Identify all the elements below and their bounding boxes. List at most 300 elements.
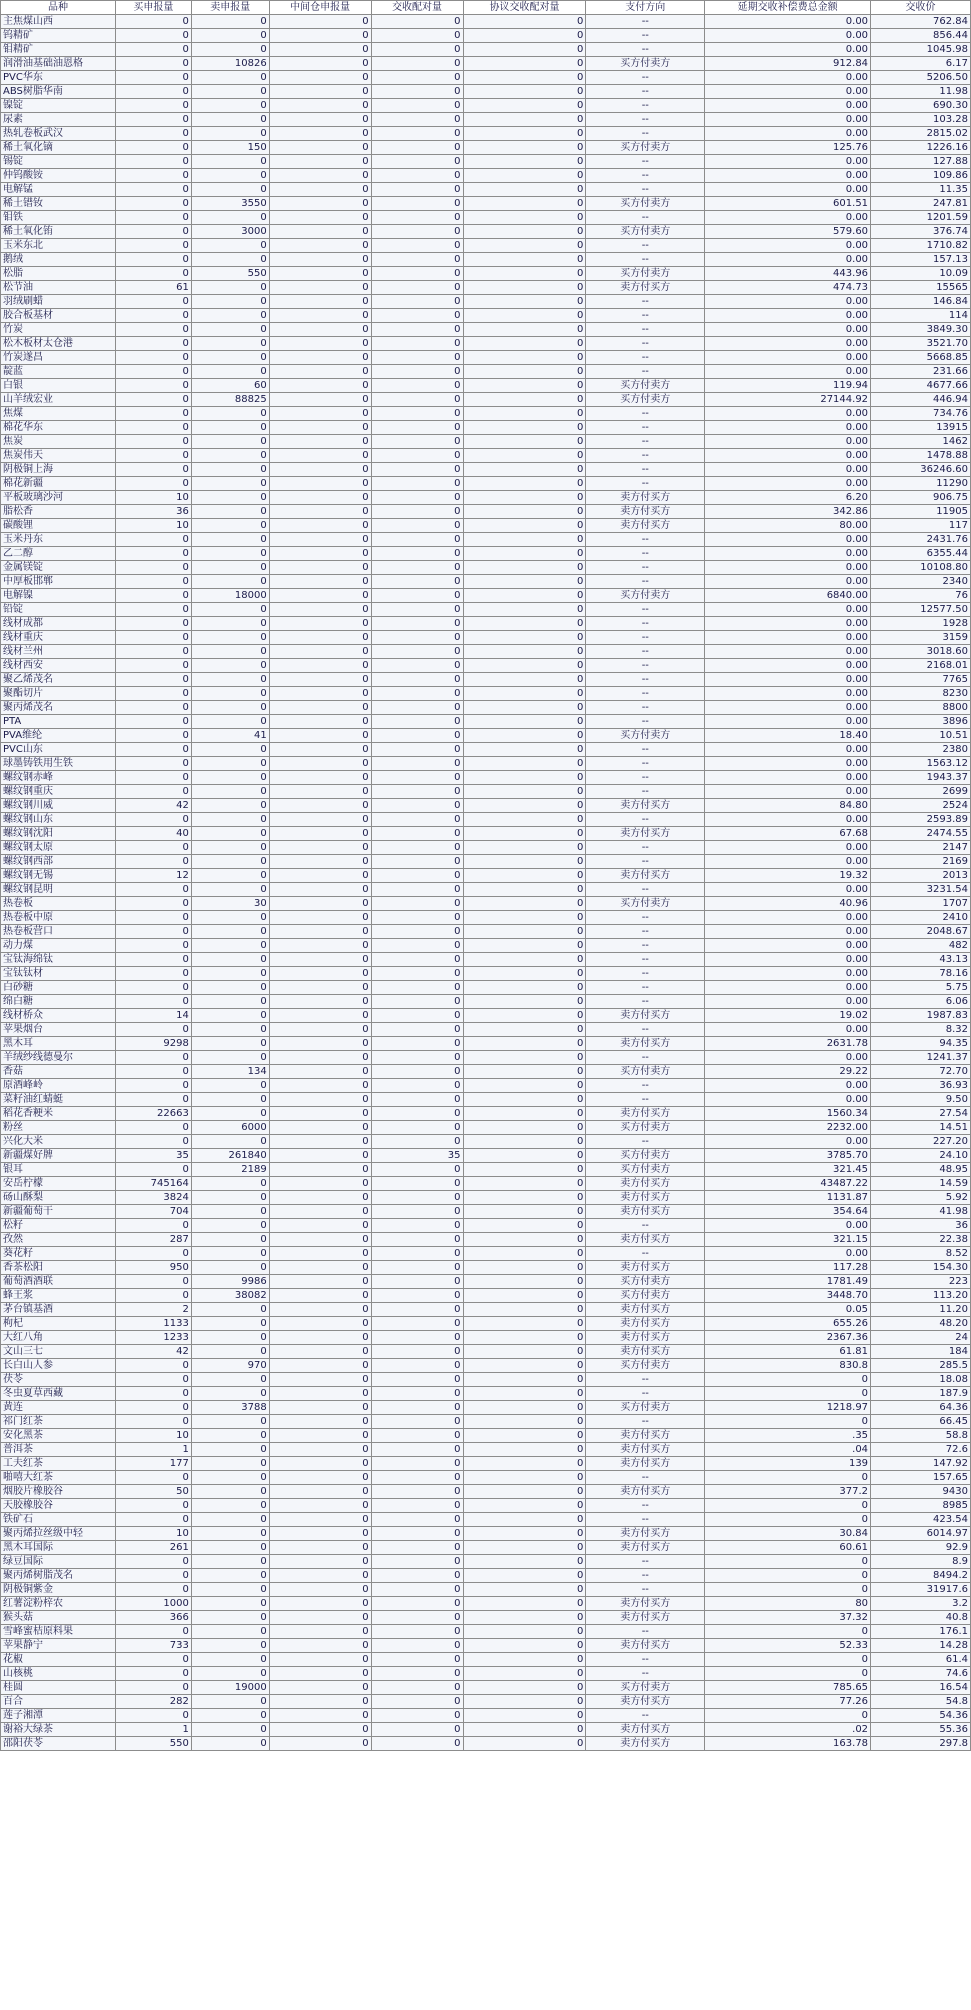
table-row [1,281,971,295]
variety-cell: 螺纹钢重庆 [1,785,116,799]
buy-declared-cell: 36 [115,505,191,519]
variety-cell: 苹果静宁 [1,1639,116,1653]
delivery-price-cell: 2410 [871,911,971,925]
payment-direction-cell: -- [586,309,705,323]
payment-direction-cell: -- [586,631,705,645]
intermediate-declared-cell: 0 [269,211,371,225]
matched-volume-cell: 0 [371,239,463,253]
variety-cell: 白银 [1,379,116,393]
sell-declared-cell: 0 [191,1331,269,1345]
payment-direction-cell: 卖方付买方 [586,1345,705,1359]
table-row [1,1723,971,1737]
payment-direction-cell: 买方付卖方 [586,897,705,911]
deferral-compensation-cell: 40.96 [705,897,871,911]
agreement-matched-cell: 0 [463,491,586,505]
sell-declared-cell: 0 [191,1555,269,1569]
payment-direction-cell: -- [586,99,705,113]
agreement-matched-cell: 0 [463,337,586,351]
table-row [1,43,971,57]
variety-cell: 螺纹钢西部 [1,855,116,869]
sell-declared-cell: 0 [191,1513,269,1527]
agreement-matched-cell: 0 [463,1261,586,1275]
table-row [1,1499,971,1513]
table-row [1,1261,971,1275]
delivery-price-cell: 227.20 [871,1135,971,1149]
matched-volume-cell: 0 [371,575,463,589]
agreement-matched-cell: 0 [463,547,586,561]
header-agreement-matched: 协议交收配对量 [463,1,586,15]
deferral-compensation-cell: 67.68 [705,827,871,841]
agreement-matched-cell: 0 [463,1093,586,1107]
variety-cell: 松脂 [1,267,116,281]
deferral-compensation-cell: 443.96 [705,267,871,281]
buy-declared-cell: 0 [115,533,191,547]
matched-volume-cell: 0 [371,169,463,183]
sell-declared-cell: 0 [191,1261,269,1275]
variety-cell: 电解锰 [1,183,116,197]
table-row [1,687,971,701]
intermediate-declared-cell: 0 [269,1177,371,1191]
delivery-price-cell: 58.8 [871,1429,971,1443]
table-row [1,813,971,827]
variety-cell: 黑木耳 [1,1037,116,1051]
matched-volume-cell: 0 [371,267,463,281]
delivery-price-cell: 2169 [871,855,971,869]
table-row [1,1695,971,1709]
variety-cell: 松籽 [1,1219,116,1233]
intermediate-declared-cell: 0 [269,435,371,449]
buy-declared-cell: 0 [115,1681,191,1695]
payment-direction-cell: 卖方付买方 [586,1331,705,1345]
delivery-price-cell: 297.8 [871,1737,971,1751]
sell-declared-cell: 0 [191,1569,269,1583]
buy-declared-cell: 0 [115,225,191,239]
variety-cell: 黄连 [1,1401,116,1415]
deferral-compensation-cell: 29.22 [705,1065,871,1079]
table-row [1,855,971,869]
agreement-matched-cell: 0 [463,1611,586,1625]
deferral-compensation-cell: 0.00 [705,953,871,967]
matched-volume-cell: 0 [371,645,463,659]
buy-declared-cell: 0 [115,351,191,365]
delivery-price-cell: 9.50 [871,1093,971,1107]
buy-declared-cell: 745164 [115,1177,191,1191]
agreement-matched-cell: 0 [463,449,586,463]
payment-direction-cell: -- [586,603,705,617]
agreement-matched-cell: 0 [463,1233,586,1247]
sell-declared-cell: 10826 [191,57,269,71]
intermediate-declared-cell: 0 [269,169,371,183]
agreement-matched-cell: 0 [463,57,586,71]
deferral-compensation-cell: 0 [705,1555,871,1569]
agreement-matched-cell: 0 [463,323,586,337]
buy-declared-cell: 14 [115,1009,191,1023]
matched-volume-cell: 0 [371,337,463,351]
table-row [1,1037,971,1051]
variety-cell: 谢裕大绿茶 [1,1723,116,1737]
agreement-matched-cell: 0 [463,211,586,225]
delivery-price-cell: 285.5 [871,1359,971,1373]
payment-direction-cell: -- [586,211,705,225]
payment-direction-cell: 买方付卖方 [586,57,705,71]
table-row [1,519,971,533]
payment-direction-cell: -- [586,337,705,351]
deferral-compensation-cell: 0.00 [705,841,871,855]
intermediate-declared-cell: 0 [269,1107,371,1121]
deferral-compensation-cell: 601.51 [705,197,871,211]
payment-direction-cell: 买方付卖方 [586,1289,705,1303]
matched-volume-cell: 0 [371,1583,463,1597]
intermediate-declared-cell: 0 [269,1485,371,1499]
matched-volume-cell: 0 [371,589,463,603]
delivery-price-cell: 14.59 [871,1177,971,1191]
payment-direction-cell: 买方付卖方 [586,1359,705,1373]
sell-declared-cell: 3000 [191,225,269,239]
deferral-compensation-cell: 0 [705,1709,871,1723]
table-row [1,743,971,757]
delivery-price-cell: 10.51 [871,729,971,743]
sell-declared-cell: 0 [191,407,269,421]
buy-declared-cell: 0 [115,1121,191,1135]
matched-volume-cell: 0 [371,743,463,757]
variety-cell: 螺纹钢山东 [1,813,116,827]
intermediate-declared-cell: 0 [269,477,371,491]
variety-cell: 聚丙烯树脂茂名 [1,1569,116,1583]
sell-declared-cell: 38082 [191,1289,269,1303]
deferral-compensation-cell: 2232.00 [705,1121,871,1135]
table-row [1,771,971,785]
agreement-matched-cell: 0 [463,351,586,365]
payment-direction-cell: -- [586,421,705,435]
intermediate-declared-cell: 0 [269,715,371,729]
intermediate-declared-cell: 0 [269,1359,371,1373]
variety-cell: 香茶松阳 [1,1261,116,1275]
buy-declared-cell: 704 [115,1205,191,1219]
deferral-compensation-cell: 0.00 [705,645,871,659]
payment-direction-cell: 卖方付买方 [586,1723,705,1737]
delivery-price-cell: 147.92 [871,1457,971,1471]
buy-declared-cell: 0 [115,1625,191,1639]
intermediate-declared-cell: 0 [269,855,371,869]
intermediate-declared-cell: 0 [269,491,371,505]
sell-declared-cell: 0 [191,687,269,701]
buy-declared-cell: 0 [115,295,191,309]
variety-cell: 松节油 [1,281,116,295]
deferral-compensation-cell: 6840.00 [705,589,871,603]
delivery-price-cell: 6.17 [871,57,971,71]
sell-declared-cell: 0 [191,1583,269,1597]
delivery-price-cell: 22.38 [871,1233,971,1247]
agreement-matched-cell: 0 [463,771,586,785]
sell-declared-cell: 0 [191,1387,269,1401]
deferral-compensation-cell: 0 [705,1667,871,1681]
variety-cell: 铅锭 [1,603,116,617]
table-row [1,827,971,841]
variety-cell: 聚丙烯拉丝级中轻 [1,1527,116,1541]
matched-volume-cell: 0 [371,1261,463,1275]
agreement-matched-cell: 0 [463,505,586,519]
intermediate-declared-cell: 0 [269,1499,371,1513]
payment-direction-cell: -- [586,155,705,169]
payment-direction-cell: -- [586,1135,705,1149]
buy-declared-cell: 0 [115,435,191,449]
intermediate-declared-cell: 0 [269,1191,371,1205]
table-row [1,589,971,603]
variety-cell: 兴化大米 [1,1135,116,1149]
payment-direction-cell: -- [586,1051,705,1065]
matched-volume-cell: 0 [371,281,463,295]
variety-cell: 焦炭 [1,435,116,449]
matched-volume-cell: 0 [371,1303,463,1317]
deferral-compensation-cell: 37.32 [705,1611,871,1625]
deferral-compensation-cell: 0.00 [705,715,871,729]
buy-declared-cell: 0 [115,407,191,421]
deferral-compensation-cell: 0.00 [705,99,871,113]
table-row [1,239,971,253]
payment-direction-cell: 卖方付买方 [586,1737,705,1751]
delivery-price-cell: 8.9 [871,1555,971,1569]
delivery-price-cell: 27.54 [871,1107,971,1121]
intermediate-declared-cell: 0 [269,1583,371,1597]
table-row [1,911,971,925]
sell-declared-cell: 0 [191,1625,269,1639]
payment-direction-cell: 卖方付买方 [586,1597,705,1611]
payment-direction-cell: -- [586,1625,705,1639]
payment-direction-cell: -- [586,967,705,981]
payment-direction-cell: -- [586,673,705,687]
deferral-compensation-cell: 1218.97 [705,1401,871,1415]
payment-direction-cell: -- [586,533,705,547]
sell-declared-cell: 0 [191,449,269,463]
agreement-matched-cell: 0 [463,883,586,897]
intermediate-declared-cell: 0 [269,673,371,687]
matched-volume-cell: 0 [371,43,463,57]
buy-declared-cell: 0 [115,1275,191,1289]
intermediate-declared-cell: 0 [269,183,371,197]
variety-cell: 线材兰州 [1,645,116,659]
variety-cell: 聚丙烯茂名 [1,701,116,715]
matched-volume-cell: 0 [371,1415,463,1429]
buy-declared-cell: 42 [115,1345,191,1359]
deferral-compensation-cell: 0.00 [705,533,871,547]
matched-volume-cell: 0 [371,1023,463,1037]
delivery-price-cell: 3.2 [871,1597,971,1611]
variety-cell: 乙二醇 [1,547,116,561]
sell-declared-cell: 0 [191,1009,269,1023]
matched-volume-cell: 0 [371,421,463,435]
variety-cell: 茯苓 [1,1373,116,1387]
variety-cell: 桂圆 [1,1681,116,1695]
delivery-price-cell: 14.51 [871,1121,971,1135]
agreement-matched-cell: 0 [463,617,586,631]
sell-declared-cell: 0 [191,673,269,687]
agreement-matched-cell: 0 [463,1079,586,1093]
variety-cell: 钨精矿 [1,29,116,43]
delivery-price-cell: 14.28 [871,1639,971,1653]
sell-declared-cell: 9986 [191,1275,269,1289]
buy-declared-cell: 0 [115,743,191,757]
delivery-price-cell: 103.28 [871,113,971,127]
delivery-price-cell: 109.86 [871,169,971,183]
sell-declared-cell: 0 [191,939,269,953]
deferral-compensation-cell: 30.84 [705,1527,871,1541]
table-row [1,533,971,547]
sell-declared-cell: 0 [191,813,269,827]
sell-declared-cell: 0 [191,645,269,659]
table-row [1,393,971,407]
agreement-matched-cell: 0 [463,183,586,197]
delivery-price-cell: 117 [871,519,971,533]
table-row [1,939,971,953]
payment-direction-cell: 卖方付买方 [586,491,705,505]
buy-declared-cell: 0 [115,155,191,169]
table-header-row [1,1,971,15]
payment-direction-cell: -- [586,547,705,561]
deferral-compensation-cell: 0.00 [705,911,871,925]
deferral-compensation-cell: 0 [705,1415,871,1429]
variety-cell: 鹅绒 [1,253,116,267]
delivery-price-cell: 1226.16 [871,141,971,155]
matched-volume-cell: 0 [371,1051,463,1065]
buy-declared-cell: 0 [115,631,191,645]
buy-declared-cell: 0 [115,197,191,211]
payment-direction-cell: 卖方付买方 [586,1107,705,1121]
deferral-compensation-cell: 474.73 [705,281,871,295]
sell-declared-cell: 0 [191,1709,269,1723]
variety-cell: 邵阳茯苓 [1,1737,116,1751]
variety-cell: 尿素 [1,113,116,127]
sell-declared-cell: 0 [191,1527,269,1541]
deferral-compensation-cell: 0.00 [705,29,871,43]
deferral-compensation-cell: 0.00 [705,743,871,757]
delivery-price-cell: 10.09 [871,267,971,281]
sell-declared-cell: 0 [191,99,269,113]
sell-declared-cell: 0 [191,1639,269,1653]
sell-declared-cell: 0 [191,1191,269,1205]
payment-direction-cell: 买方付卖方 [586,729,705,743]
variety-cell: 孜然 [1,1233,116,1247]
buy-declared-cell: 22663 [115,1107,191,1121]
variety-cell: 菜籽油红蜻蜓 [1,1093,116,1107]
agreement-matched-cell: 0 [463,603,586,617]
sell-declared-cell: 18000 [191,589,269,603]
agreement-matched-cell: 0 [463,1527,586,1541]
buy-declared-cell: 0 [115,925,191,939]
deferral-compensation-cell: .35 [705,1429,871,1443]
sell-declared-cell: 0 [191,1247,269,1261]
variety-cell: 红薯淀粉梓农 [1,1597,116,1611]
deferral-compensation-cell: 84.80 [705,799,871,813]
deferral-compensation-cell: 0 [705,1373,871,1387]
agreement-matched-cell: 0 [463,1205,586,1219]
table-row [1,575,971,589]
payment-direction-cell: 买方付卖方 [586,267,705,281]
agreement-matched-cell: 0 [463,155,586,169]
deferral-compensation-cell: 0.00 [705,127,871,141]
deferral-compensation-cell: 1131.87 [705,1191,871,1205]
table-row [1,1233,971,1247]
sell-declared-cell: 0 [191,1135,269,1149]
agreement-matched-cell: 0 [463,113,586,127]
intermediate-declared-cell: 0 [269,1121,371,1135]
deferral-compensation-cell: 43487.22 [705,1177,871,1191]
sell-declared-cell: 41 [191,729,269,743]
sell-declared-cell: 0 [191,323,269,337]
intermediate-declared-cell: 0 [269,295,371,309]
matched-volume-cell: 0 [371,407,463,421]
sell-declared-cell: 0 [191,505,269,519]
sell-declared-cell: 0 [191,351,269,365]
delivery-price-cell: 7765 [871,673,971,687]
buy-declared-cell: 0 [115,1289,191,1303]
sell-declared-cell: 0 [191,995,269,1009]
matched-volume-cell: 0 [371,379,463,393]
matched-volume-cell: 0 [371,841,463,855]
table-row [1,463,971,477]
matched-volume-cell: 0 [371,1345,463,1359]
deferral-compensation-cell: 0.00 [705,253,871,267]
buy-declared-cell: 61 [115,281,191,295]
intermediate-declared-cell: 0 [269,1415,371,1429]
matched-volume-cell: 0 [371,995,463,1009]
delivery-price-cell: 423.54 [871,1513,971,1527]
sell-declared-cell: 0 [191,1429,269,1443]
deferral-compensation-cell: 0.00 [705,463,871,477]
intermediate-declared-cell: 0 [269,1457,371,1471]
intermediate-declared-cell: 0 [269,29,371,43]
intermediate-declared-cell: 0 [269,141,371,155]
sell-declared-cell: 0 [191,855,269,869]
intermediate-declared-cell: 0 [269,1597,371,1611]
delivery-price-cell: 9430 [871,1485,971,1499]
delivery-price-cell: 187.9 [871,1387,971,1401]
buy-declared-cell: 0 [115,561,191,575]
deferral-compensation-cell: 354.64 [705,1205,871,1219]
matched-volume-cell: 0 [371,1569,463,1583]
intermediate-declared-cell: 0 [269,589,371,603]
deferral-compensation-cell: 27144.92 [705,393,871,407]
deferral-compensation-cell: 830.8 [705,1359,871,1373]
buy-declared-cell: 0 [115,1387,191,1401]
agreement-matched-cell: 0 [463,1373,586,1387]
payment-direction-cell: 买方付卖方 [586,1065,705,1079]
payment-direction-cell: -- [586,463,705,477]
delivery-price-cell: 8985 [871,1499,971,1513]
sell-declared-cell: 0 [191,911,269,925]
header-intermediate-declared: 中间仓申报量 [269,1,371,15]
table-row [1,1401,971,1415]
agreement-matched-cell: 0 [463,379,586,393]
delivery-price-cell: 48.20 [871,1317,971,1331]
sell-declared-cell: 0 [191,71,269,85]
payment-direction-cell: -- [586,1569,705,1583]
deferral-compensation-cell: 0.00 [705,43,871,57]
deferral-compensation-cell: 0.00 [705,113,871,127]
delivery-price-cell: 11290 [871,477,971,491]
delivery-price-cell: 2340 [871,575,971,589]
matched-volume-cell: 0 [371,533,463,547]
intermediate-declared-cell: 0 [269,659,371,673]
agreement-matched-cell: 0 [463,1037,586,1051]
matched-volume-cell: 0 [371,1429,463,1443]
payment-direction-cell: -- [586,1513,705,1527]
variety-cell: 动力煤 [1,939,116,953]
buy-declared-cell: 0 [115,1583,191,1597]
table-row [1,1331,971,1345]
table-row [1,99,971,113]
matched-volume-cell: 0 [371,1177,463,1191]
delivery-price-cell: 2147 [871,841,971,855]
